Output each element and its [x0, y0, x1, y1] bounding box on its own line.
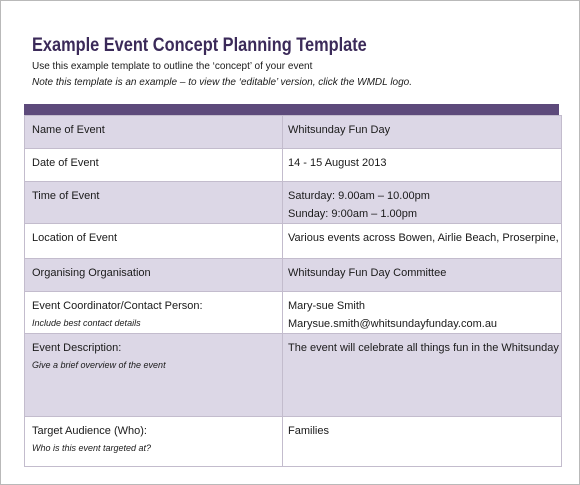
row-value: Marysue.smith@whitsundayfunday.com.au: [288, 318, 498, 330]
table-row-event-description: [25, 334, 562, 417]
row-label: Organising Organisation: [32, 267, 151, 279]
row-value-cell: [283, 182, 562, 224]
event-details-table: [24, 115, 562, 467]
table-row-event-coordinator: [25, 292, 562, 334]
row-value: Families: [288, 425, 329, 437]
row-hint: Who is this event targeted at?: [32, 443, 152, 453]
row-value-cell: [283, 224, 562, 259]
row-value: Whitsunday Fun Day: [288, 124, 391, 136]
row-hint: Give a brief overview of the event: [32, 360, 166, 370]
row-label-cell: [25, 417, 283, 467]
row-value: Sunday: 9:00am – 1.00pm: [288, 208, 418, 220]
row-label: Name of Event: [32, 124, 105, 136]
row-value-cell: [283, 417, 562, 467]
row-value-cell: [283, 292, 562, 334]
row-label-cell: [25, 224, 283, 259]
document-title: Example Event Concept Planning Template: [32, 35, 367, 56]
table-row-organising-organisation: [25, 259, 562, 292]
row-label-cell: [25, 149, 283, 182]
row-value-cell: [283, 334, 562, 417]
row-value: The event will celebrate all things fun in the Whitsunday: [288, 342, 559, 354]
row-value: Various events across Bowen, Airlie Beach, Proserpine,: [288, 232, 559, 244]
row-label-cell: [25, 334, 283, 417]
table-row-time-of-event: [25, 182, 562, 224]
row-label: Event Coordinator/Contact Person:: [32, 300, 203, 312]
row-label-cell: [25, 182, 283, 224]
row-value: Saturday: 9.00am – 10.00pm: [288, 190, 430, 202]
row-label: Time of Event: [32, 190, 100, 202]
table-row-location-of-event: [25, 224, 562, 259]
row-value: 14 - 15 August 2013: [288, 157, 387, 169]
row-label-cell: [25, 259, 283, 292]
row-label: Date of Event: [32, 157, 99, 169]
row-value: Whitsunday Fun Day Committee: [288, 267, 447, 279]
header-band: [24, 104, 559, 115]
table-row-target-audience: [25, 417, 562, 467]
row-label-cell: [25, 116, 283, 149]
row-value: Mary-sue Smith: [288, 300, 366, 312]
row-value-cell: [283, 149, 562, 182]
table-row-date-of-event: [25, 149, 562, 182]
row-value-cell: [283, 259, 562, 292]
row-hint: Include best contact details: [32, 318, 141, 328]
row-value-cell: [283, 116, 562, 149]
table-row-name-of-event: [25, 116, 562, 149]
instruction-text: Use this example template to outline the ‘concept’ of your event: [32, 61, 313, 72]
row-label: Target Audience (Who):: [32, 425, 147, 437]
row-label-cell: [25, 292, 283, 334]
row-label: Event Description:: [32, 342, 122, 354]
row-label: Location of Event: [32, 232, 118, 244]
note-text: Note this template is an example – to view the ‘editable’ version, click the WMDL logo.: [32, 77, 412, 88]
